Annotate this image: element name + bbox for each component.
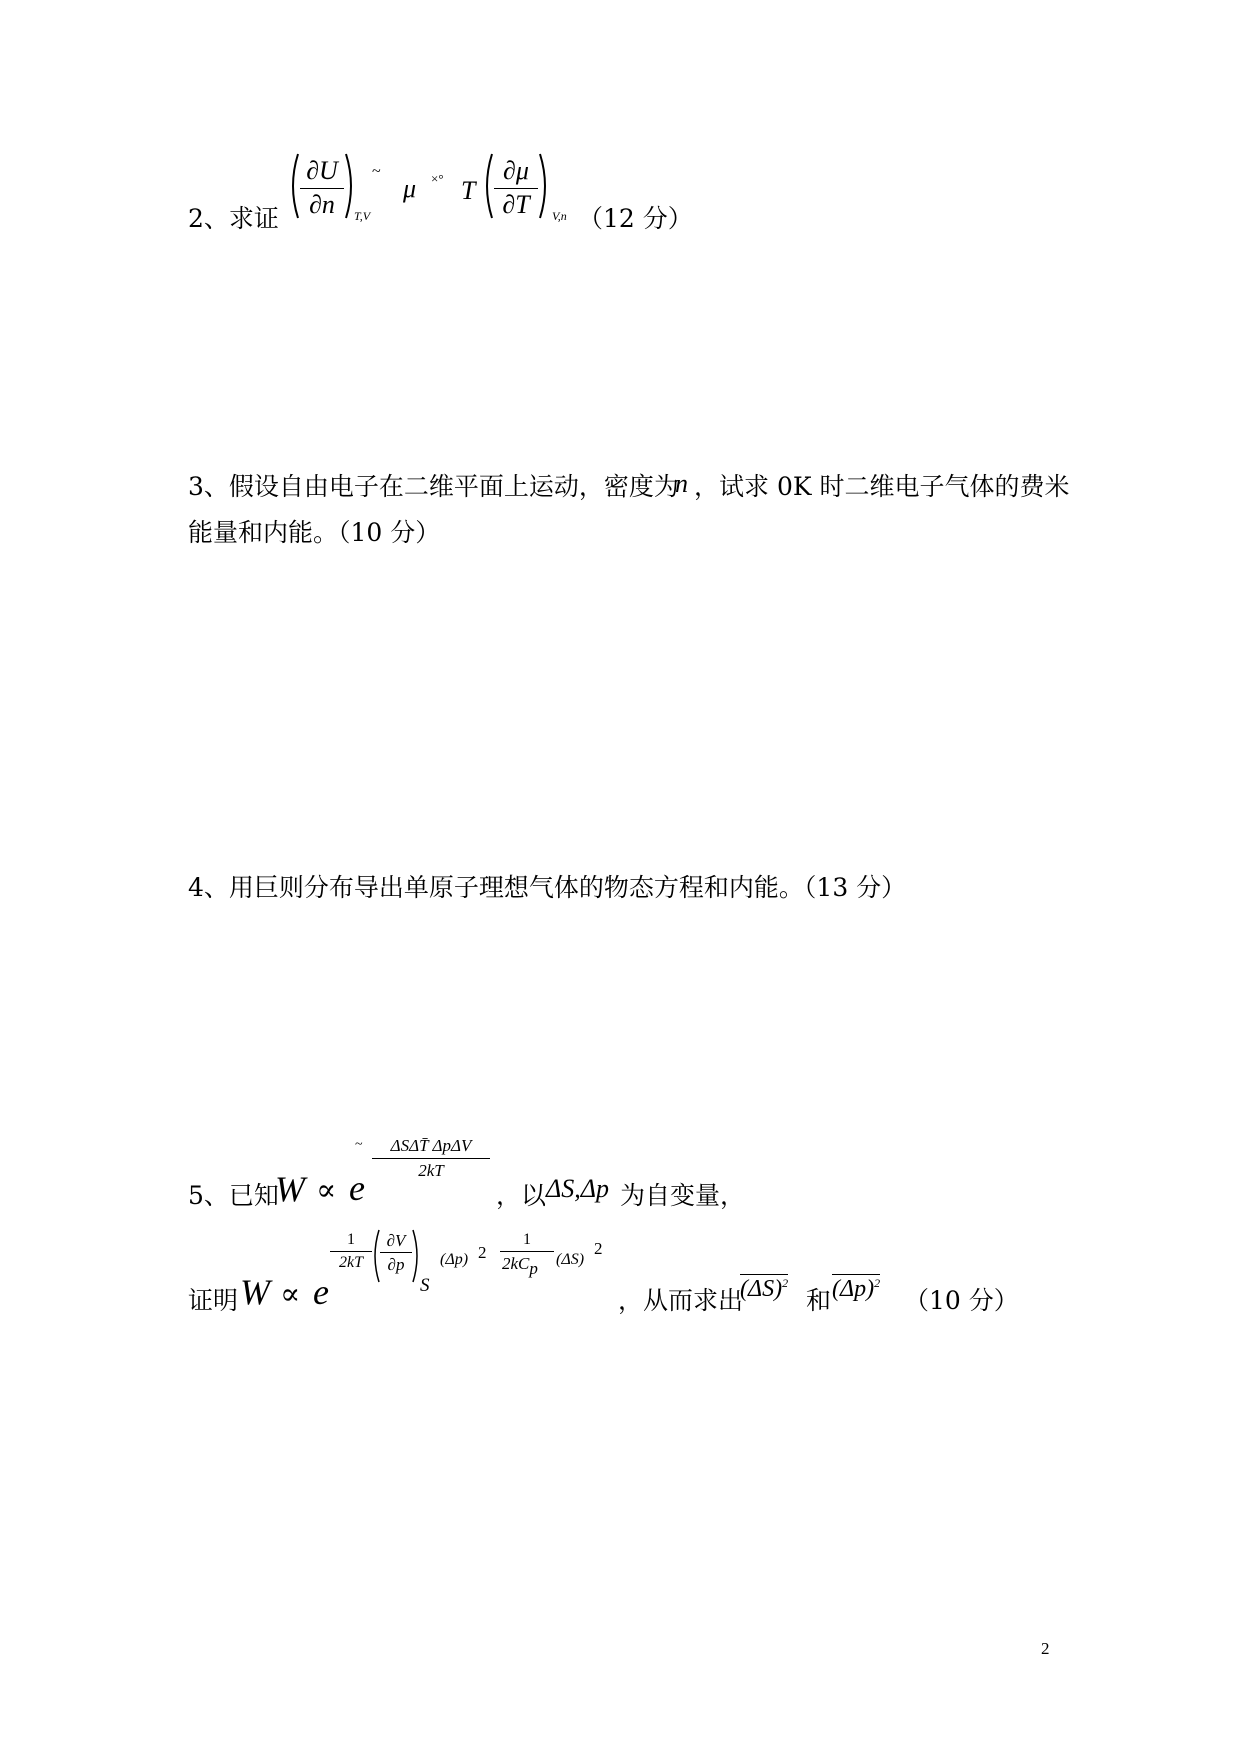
- q5-fraction-1-over-2kCp: [500, 1231, 554, 1278]
- q5-e-2: e: [313, 1272, 329, 1312]
- q3-line1-part1: 3、假设自由电子在二维平面上运动，密度为: [188, 472, 679, 501]
- q5-W: W: [275, 1169, 305, 1209]
- q2-subscript-vn: V,n: [552, 209, 567, 223]
- q5-exponent-denominator: 2kT: [418, 1161, 444, 1180]
- q5-fraction-dV-dp: [380, 1232, 412, 1273]
- q2-subscript-tv: T,V: [354, 209, 371, 223]
- q2-right-paren-open: [480, 152, 494, 220]
- q5-den-a: 2kT: [339, 1254, 363, 1271]
- q2-denominator: ∂n: [309, 190, 335, 219]
- q2-fraction-bar-2: [494, 188, 538, 189]
- q2-garbled-symbol: ×°: [431, 171, 444, 186]
- q5-W-2: W: [240, 1272, 270, 1312]
- q5-variables: ΔS,Δp: [546, 1174, 610, 1203]
- q5-exponent-bar: [372, 1158, 490, 1159]
- q5-variables-tail: 为自变量，: [620, 1181, 746, 1210]
- q3-line2: 能量和内能。（10 分）: [188, 518, 441, 547]
- q5-dp: ∂p: [387, 1255, 405, 1274]
- q5-one-a: 1: [347, 1231, 355, 1248]
- q2-fraction-dmu-dT: [494, 158, 538, 218]
- q5-one-b: 1: [523, 1231, 531, 1248]
- q5-avg-dp: (Δp): [832, 1276, 875, 1302]
- q5-avg-sq-1: 2: [782, 1276, 789, 1290]
- q5-den-b: 2kC: [502, 1254, 530, 1273]
- q5-frac-bar-dv: [380, 1252, 412, 1253]
- q5-sq-1: 2: [478, 1243, 487, 1262]
- q5-avg-dS: (ΔS): [740, 1276, 783, 1302]
- q5-exp-tilde: ~: [355, 1137, 363, 1152]
- q5-dS-squared: (ΔS): [556, 1251, 585, 1268]
- q5-points: （10 分）: [904, 1286, 1019, 1315]
- q5-and: 和: [806, 1286, 832, 1315]
- q2-fraction-dU-dn: [300, 158, 344, 218]
- q5-sq-2: 2: [594, 1239, 603, 1258]
- q5-comma-with: ，以: [496, 1181, 547, 1210]
- q2-numerator: ∂U: [306, 156, 338, 185]
- q3-variable-n: n: [675, 469, 688, 498]
- q2-mu: μ: [403, 174, 417, 203]
- q5-comma-thus: ，从而求出: [618, 1286, 744, 1315]
- q5-frac-bar-b: [500, 1251, 554, 1252]
- q4-text: 4、用巨则分布导出单原子理想气体的物态方程和内能。（13 分）: [188, 873, 907, 902]
- q2-denominator-T: ∂T: [502, 190, 530, 219]
- q5-prove-label: 证明: [188, 1286, 239, 1315]
- q2-right-paren-close: [538, 152, 552, 220]
- q5-avg-dS-squared: [740, 1274, 788, 1301]
- q5-den-b-sub: p: [529, 1259, 538, 1278]
- q5-fraction-1-over-2kT: [330, 1232, 372, 1271]
- q2-left-paren-open: [286, 152, 300, 220]
- q5-avg-sq-2: 2: [874, 1276, 881, 1290]
- q2-label: 2、求证: [188, 204, 279, 233]
- q5-propto: ∝: [316, 1174, 337, 1207]
- q2-fraction-bar: [300, 188, 344, 189]
- q5-e: e: [349, 1168, 365, 1208]
- q5-dp-squared: (Δp): [440, 1251, 469, 1268]
- q5-label: 5、已知: [188, 1181, 279, 1210]
- q3-line1-part2: ，试求 0K 时二维电子气体的费米: [694, 472, 1070, 501]
- q2-tilde: ~: [372, 163, 381, 180]
- q5-avg-dp-squared: [832, 1274, 880, 1301]
- q2-points: （12 分）: [578, 204, 693, 233]
- q5-exponent-numerator: ΔSΔT̄ ΔpΔV: [390, 1136, 472, 1155]
- q5-frac-bar-a: [330, 1251, 372, 1252]
- q5-subscript-S: S: [420, 1275, 430, 1296]
- q5-paren-open: [370, 1228, 380, 1284]
- q5-dV: ∂V: [386, 1231, 406, 1250]
- page-number: 2: [1041, 1639, 1050, 1658]
- q5-exponent-fraction: [372, 1137, 490, 1179]
- q5-propto-2: ∝: [280, 1278, 301, 1311]
- q2-T: T: [461, 176, 476, 205]
- q2-numerator-mu: ∂μ: [503, 156, 529, 185]
